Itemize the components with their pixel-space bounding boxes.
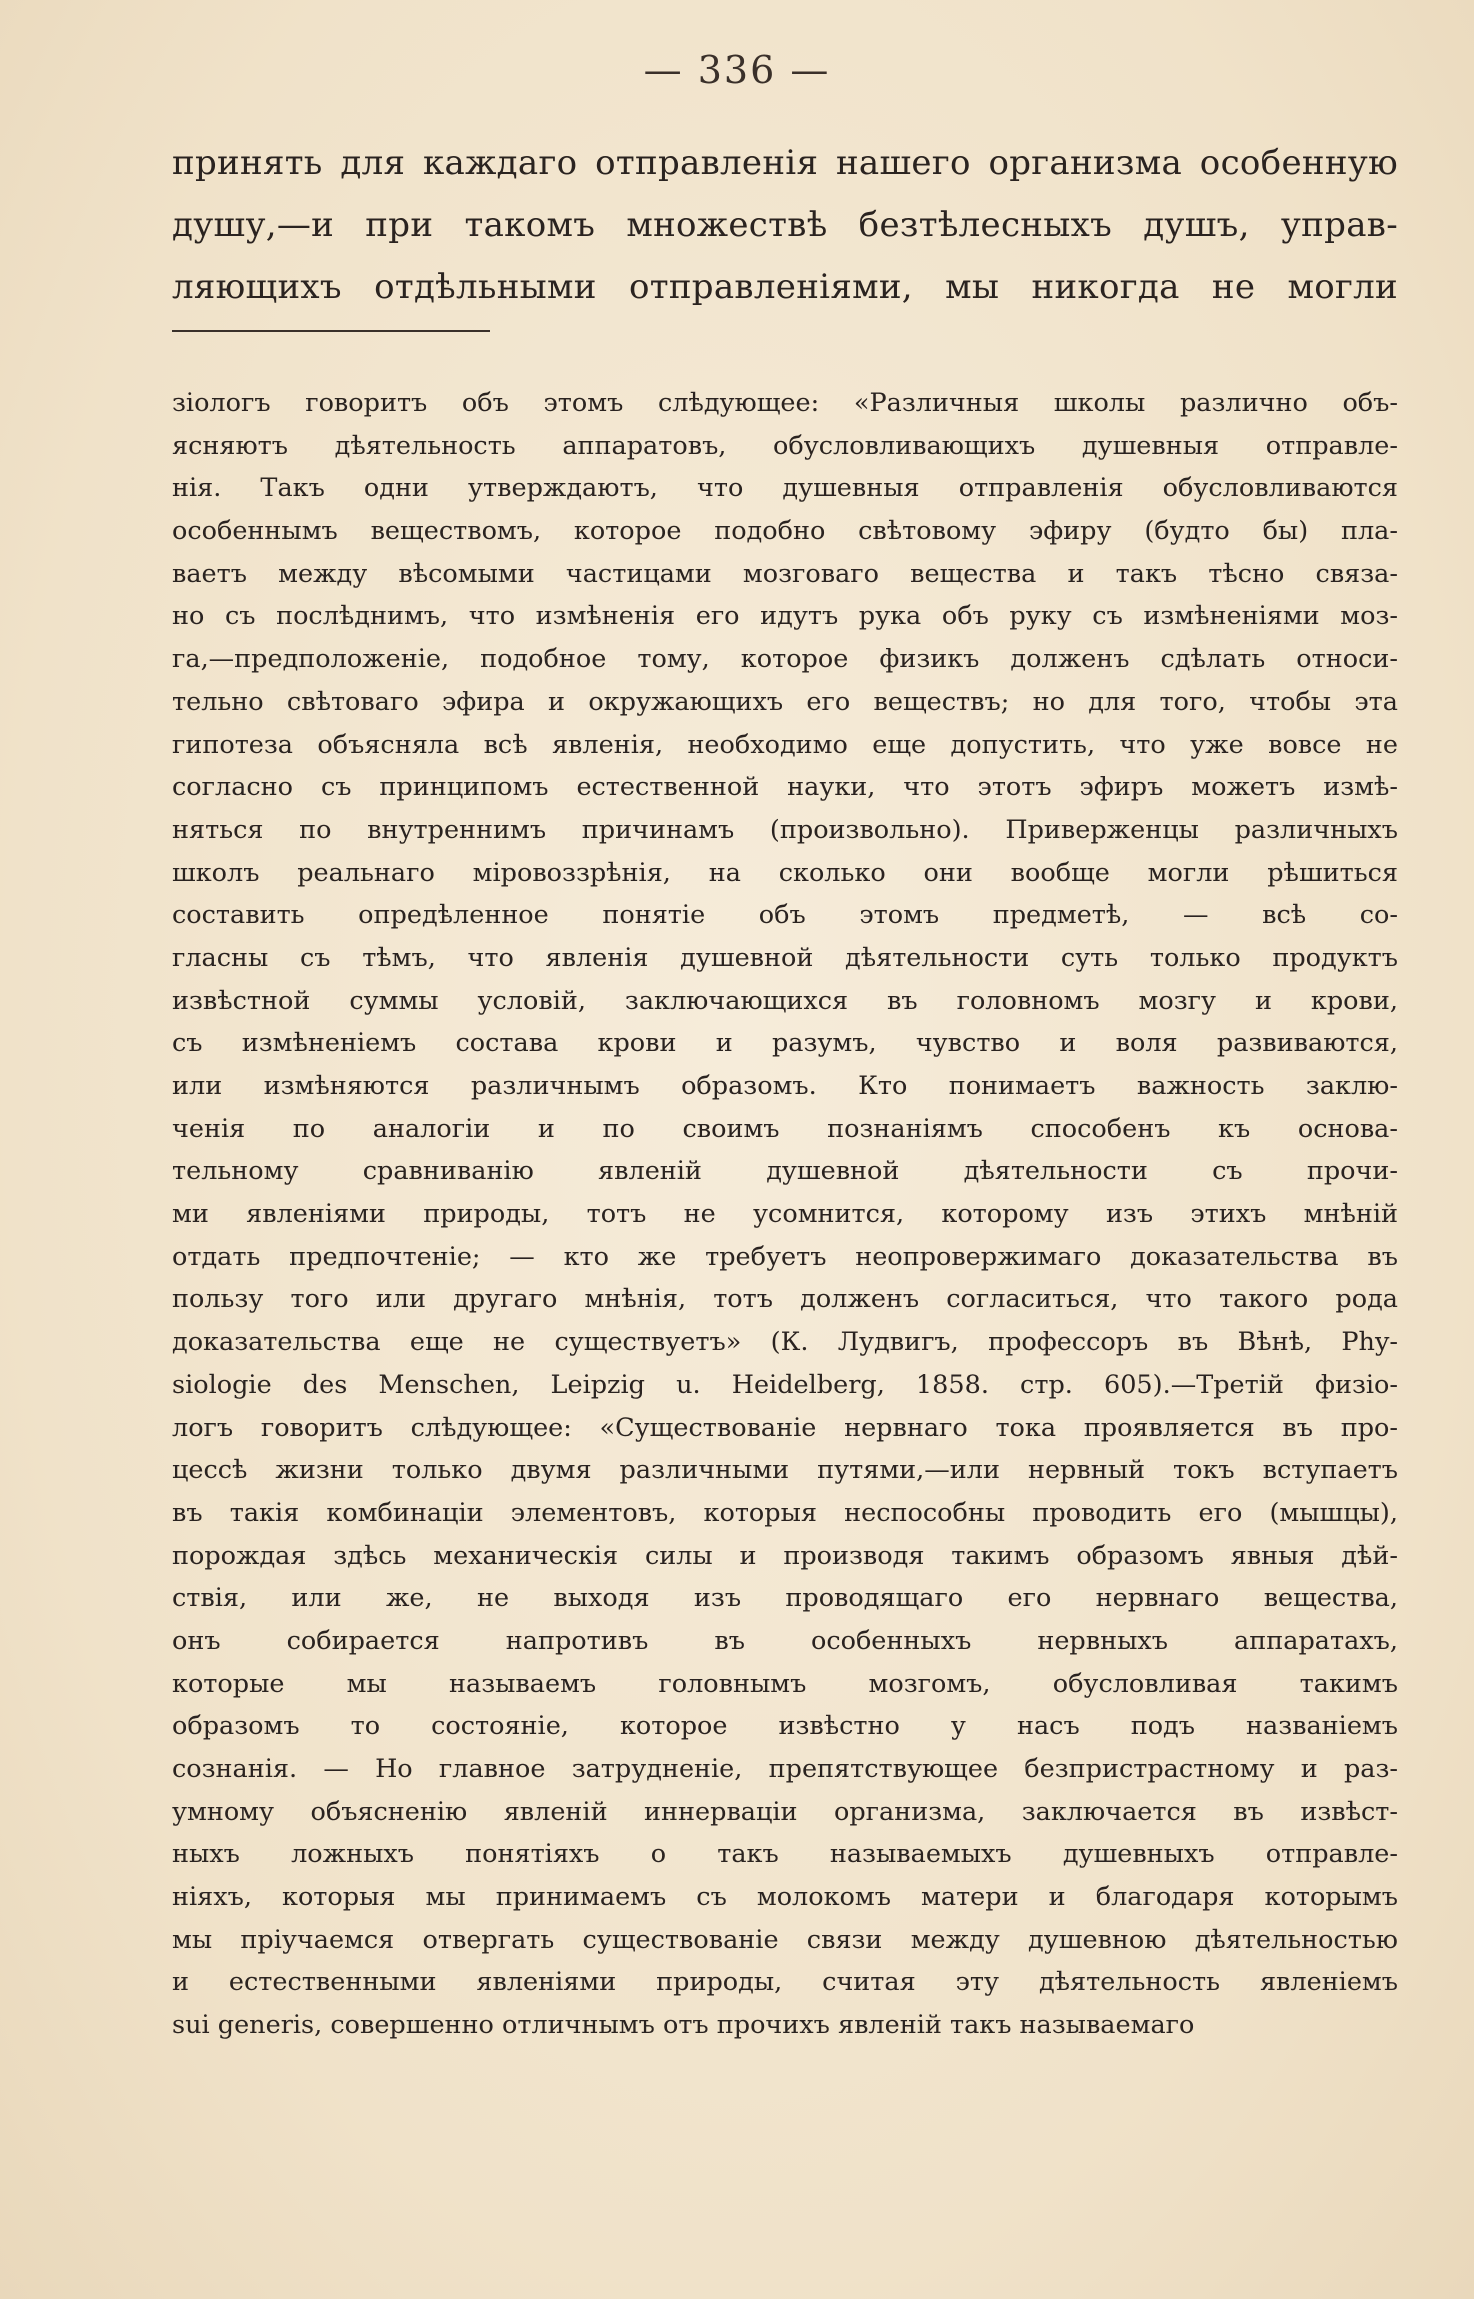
main-text-block xyxy=(172,132,1398,318)
footnote-line: цессѣ жизни только двумя различными путями,—или нервный токъ вступаетъ xyxy=(172,1455,1398,1486)
page-number: — 336 — xyxy=(643,48,831,92)
main-text-line: душу,—и при такомъ множествѣ безтѣлесныхъ душъ, управ- xyxy=(172,205,1398,245)
footnote-line: съ измѣненіемъ состава крови и разумъ, чувство и воля развиваются, xyxy=(172,1028,1398,1059)
footnote-line: ныхъ ложныхъ понятіяхъ о такъ называемыхъ душевныхъ отправле- xyxy=(172,1839,1398,1870)
footnote-line: тельному сравниванію явленій душевной дѣятельности съ прочи- xyxy=(172,1156,1398,1187)
footnote-line: въ такія комбинаціи элементовъ, которыя неспособны проводить его (мышцы), xyxy=(172,1497,1398,1528)
footnote-line: извѣстной суммы условій, заключающихся въ головномъ мозгу и крови, xyxy=(172,985,1398,1016)
footnote-line: онъ собирается напротивъ въ особенныхъ нервныхъ аппаратахъ, xyxy=(172,1625,1398,1656)
footnote-line: и естественными явленіями природы, считая эту дѣятельность явленіемъ xyxy=(172,1967,1398,1998)
footnote-line: ясняютъ дѣятельность аппаратовъ, обусловливающихъ душевныя отправле- xyxy=(172,430,1398,461)
footnote-line: няться по внутреннимъ причинамъ (произвольно). Приверженцы различныхъ xyxy=(172,814,1398,845)
footnote-line: нія. Такъ одни утверждаютъ, что душевныя отправленія обусловливаются xyxy=(172,473,1398,504)
footnote-line: ми явленіями природы, тотъ не усомнится, которому изъ этихъ мнѣній xyxy=(172,1199,1398,1230)
footnote-line: или измѣняются различнымъ образомъ. Кто понимаетъ важность заклю- xyxy=(172,1071,1398,1101)
footnote-line: ченія по аналогіи и по своимъ познаніямъ способенъ къ основа- xyxy=(172,1113,1398,1144)
footnote-line: согласно съ принципомъ естественной науки, что этотъ эфиръ можетъ измѣ- xyxy=(172,772,1398,803)
footnote-line: siologie des Menschen, Leipzig u. Heidelberg, 1858. стр. 605).—Третій физіо- xyxy=(172,1369,1398,1400)
footnote-line: которые мы называемъ головнымъ мозгомъ, обусловливая такимъ xyxy=(172,1668,1398,1699)
footnote-line: мы пріучаемся отвергать существованіе связи между душевною дѣятельностью xyxy=(172,1924,1398,1955)
footnote-line: составить опредѣленное понятіе объ этомъ предметѣ, — всѣ со- xyxy=(172,900,1398,931)
footnote-line: особеннымъ веществомъ, которое подобно свѣтовому эфиру (будто бы) пла- xyxy=(172,516,1398,547)
footnote-line: га,—предположеніе, подобное тому, которое физикъ долженъ сдѣлать относи- xyxy=(172,644,1398,675)
footnote-line: гласны съ тѣмъ, что явленія душевной дѣятельности суть только продуктъ xyxy=(172,942,1398,973)
footnote-line: сознанія. — Но главное затрудненіе, препятствующее безпристрастному и раз- xyxy=(172,1754,1398,1784)
footnote-line: тельно свѣтоваго эфира и окружающихъ его веществъ; но для того, чтобы эта xyxy=(172,686,1398,717)
footnote-line: образомъ то состояніе, которое извѣстно у насъ подъ названіемъ xyxy=(172,1711,1398,1742)
footnote-line: гипотеза объясняла всѣ явленія, необходимо еще допустить, что уже вовсе не xyxy=(172,729,1398,760)
footnote-line: доказательства еще не существуетъ» (К. Лудвигъ, профессоръ въ Вѣнѣ, Phy- xyxy=(172,1327,1398,1358)
footnote-separator-rule xyxy=(172,330,490,332)
footnote-line: ніяхъ, которыя мы принимаемъ съ молокомъ матери и благодаря которымъ xyxy=(172,1882,1398,1913)
footnote-line: но съ послѣднимъ, что измѣненія его идутъ рука объ руку съ измѣненіями моз- xyxy=(172,601,1398,632)
footnote-line: отдать предпочтеніе; — кто же требуетъ неопровержимаго доказательства въ xyxy=(172,1241,1398,1272)
footnote-block xyxy=(172,382,1398,2047)
footnote-line: sui generis, совершенно отличнымъ отъ прочихъ явленій такъ называемаго xyxy=(172,2010,1195,2041)
footnote-line: пользу того или другаго мнѣнія, тотъ долженъ согласиться, что такого рода xyxy=(172,1284,1398,1315)
footnote-line: умному объясненію явленій иннерваціи организма, заключается въ извѣст- xyxy=(172,1796,1398,1827)
main-text-line: ляющихъ отдѣльными отправленіями, мы никогда не могли xyxy=(172,267,1398,307)
footnote-line: ваетъ между вѣсомыми частицами мозговаго вещества и такъ тѣсно связа- xyxy=(172,558,1398,589)
footnote-line: школъ реальнаго міровоззрѣнія, на сколько они вообще могли рѣшиться xyxy=(172,857,1398,888)
footnote-line: зіологъ говоритъ объ этомъ слѣдующее: «Различныя школы различно объ- xyxy=(172,388,1398,418)
footnote-line: логъ говоритъ слѣдующее: «Существованіе нервнаго тока проявляется въ про- xyxy=(172,1412,1398,1443)
main-text-line: принять для каждаго отправленія нашего организма особенную xyxy=(172,143,1398,183)
footnote-line: порождая здѣсь механическія силы и производя такимъ образомъ явныя дѣй- xyxy=(172,1540,1398,1571)
footnote-line: ствія, или же, не выходя изъ проводящаго его нервнаго вещества, xyxy=(172,1583,1398,1614)
